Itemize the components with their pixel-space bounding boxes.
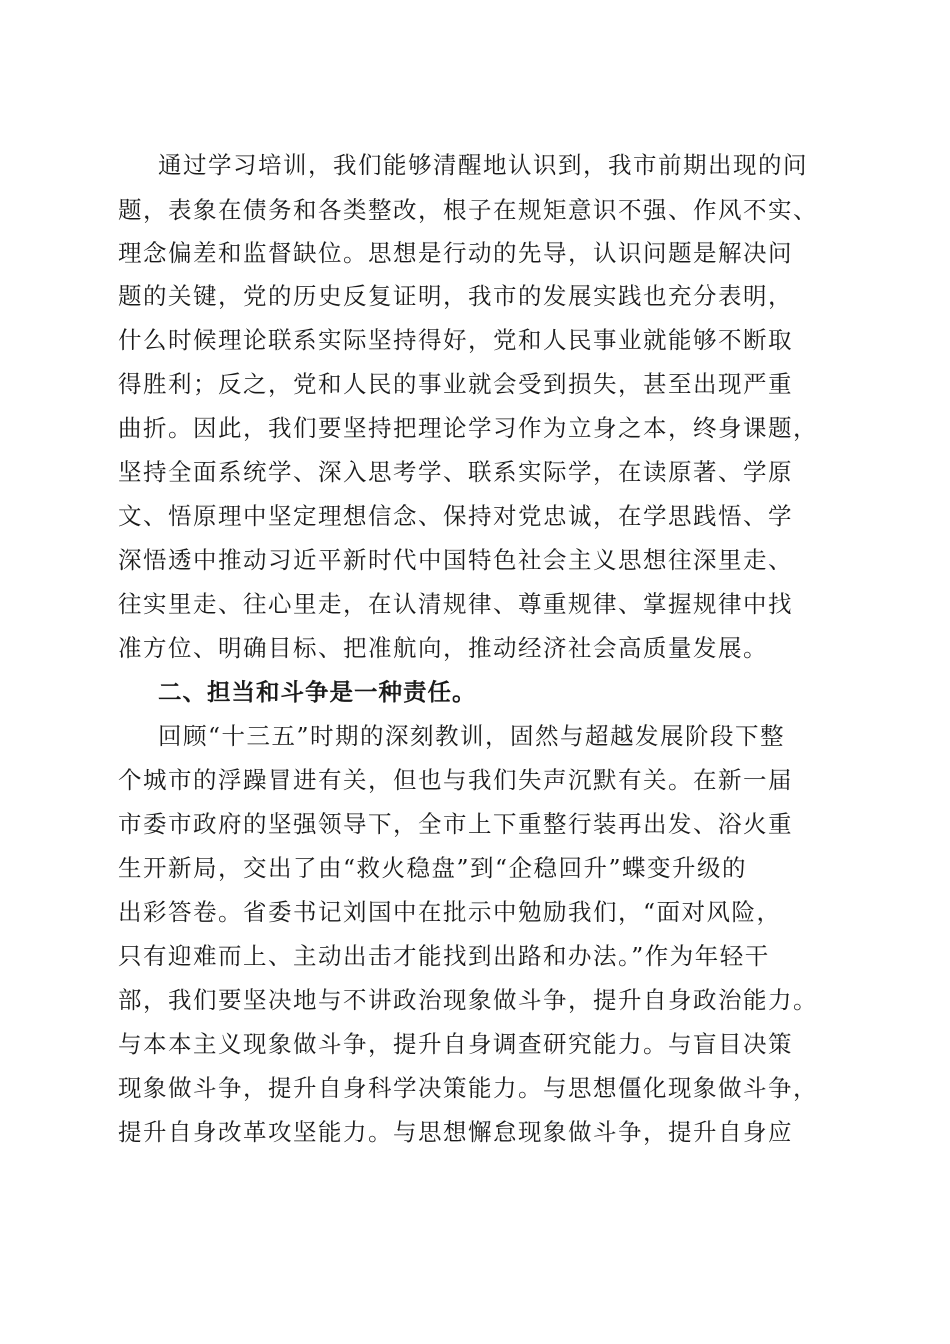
paragraph-1-line-10: 深悟透中推动习近平新时代中国特色社会主义思想往深里走、 [118,546,793,574]
paragraph-1-line-3: 理念偏差和监督缺位。思想是行动的先导，认识问题是解决问 [118,239,793,267]
paragraph-1-line-7: 曲折。因此，我们要坚持把理论学习作为立身之本，终身课题， [118,414,818,442]
paragraph-1-line-9: 文、悟原理中坚定理想信念、保持对党忠诚，在学思践悟、学 [118,502,793,530]
paragraph-2-line-8: 与本本主义现象做斗争，提升自身调查研究能力。与盲目决策 [118,1030,793,1058]
section-heading: 二、担当和斗争是一种责任。 [158,678,477,706]
paragraph-2-line-1: 回顾“十三五”时期的深刻教训，固然与超越发展阶段下整 [158,722,786,750]
paragraph-2-line-9: 现象做斗争，提升自身科学决策能力。与思想僵化现象做斗争， [118,1074,818,1102]
paragraph-1-line-1: 通过学习培训，我们能够清醒地认识到，我市前期出现的问 [158,151,808,179]
paragraph-2-line-10: 提升自身改革攻坚能力。与思想懈怠现象做斗争，提升自身应 [118,1118,793,1146]
paragraph-1-line-6: 得胜利；反之，党和人民的事业就会受到损失，甚至出现严重 [118,370,793,398]
paragraph-1-line-8: 坚持全面系统学、深入思考学、联系实际学，在读原著、学原 [118,458,793,486]
paragraph-2-line-6: 只有迎难而上、主动出击才能找到出路和办法。”作为年轻干 [118,942,770,970]
paragraph-1-line-4: 题的关键，党的历史反复证明，我市的发展实践也充分表明， [118,282,793,310]
paragraph-2-line-5: 出彩答卷。省委书记刘国中在批示中勉励我们，“面对风险， [118,898,782,926]
paragraph-1-line-11: 往实里走、往心里走，在认清规律、尊重规律、掌握规律中找 [118,590,793,618]
paragraph-1-line-12: 准方位、明确目标、把准航向，推动经济社会高质量发展。 [118,634,768,662]
paragraph-1-line-2: 题，表象在债务和各类整改，根子在规矩意识不强、作风不实、 [118,196,818,224]
paragraph-2-line-7: 部，我们要坚决地与不讲政治现象做斗争，提升自身政治能力。 [118,986,818,1014]
paragraph-2-line-2: 个城市的浮躁冒进有关，但也与我们失声沉默有关。在新一届 [118,766,793,794]
paragraph-2-line-3: 市委市政府的坚强领导下，全市上下重整行装再出发、浴火重 [118,810,793,838]
paragraph-2-line-4: 生开新局，交出了由“救火稳盘”到“企稳回升”蝶变升级的 [118,854,748,882]
paragraph-1-line-5: 什么时候理论联系实际坚持得好，党和人民事业就能够不断取 [118,326,793,354]
